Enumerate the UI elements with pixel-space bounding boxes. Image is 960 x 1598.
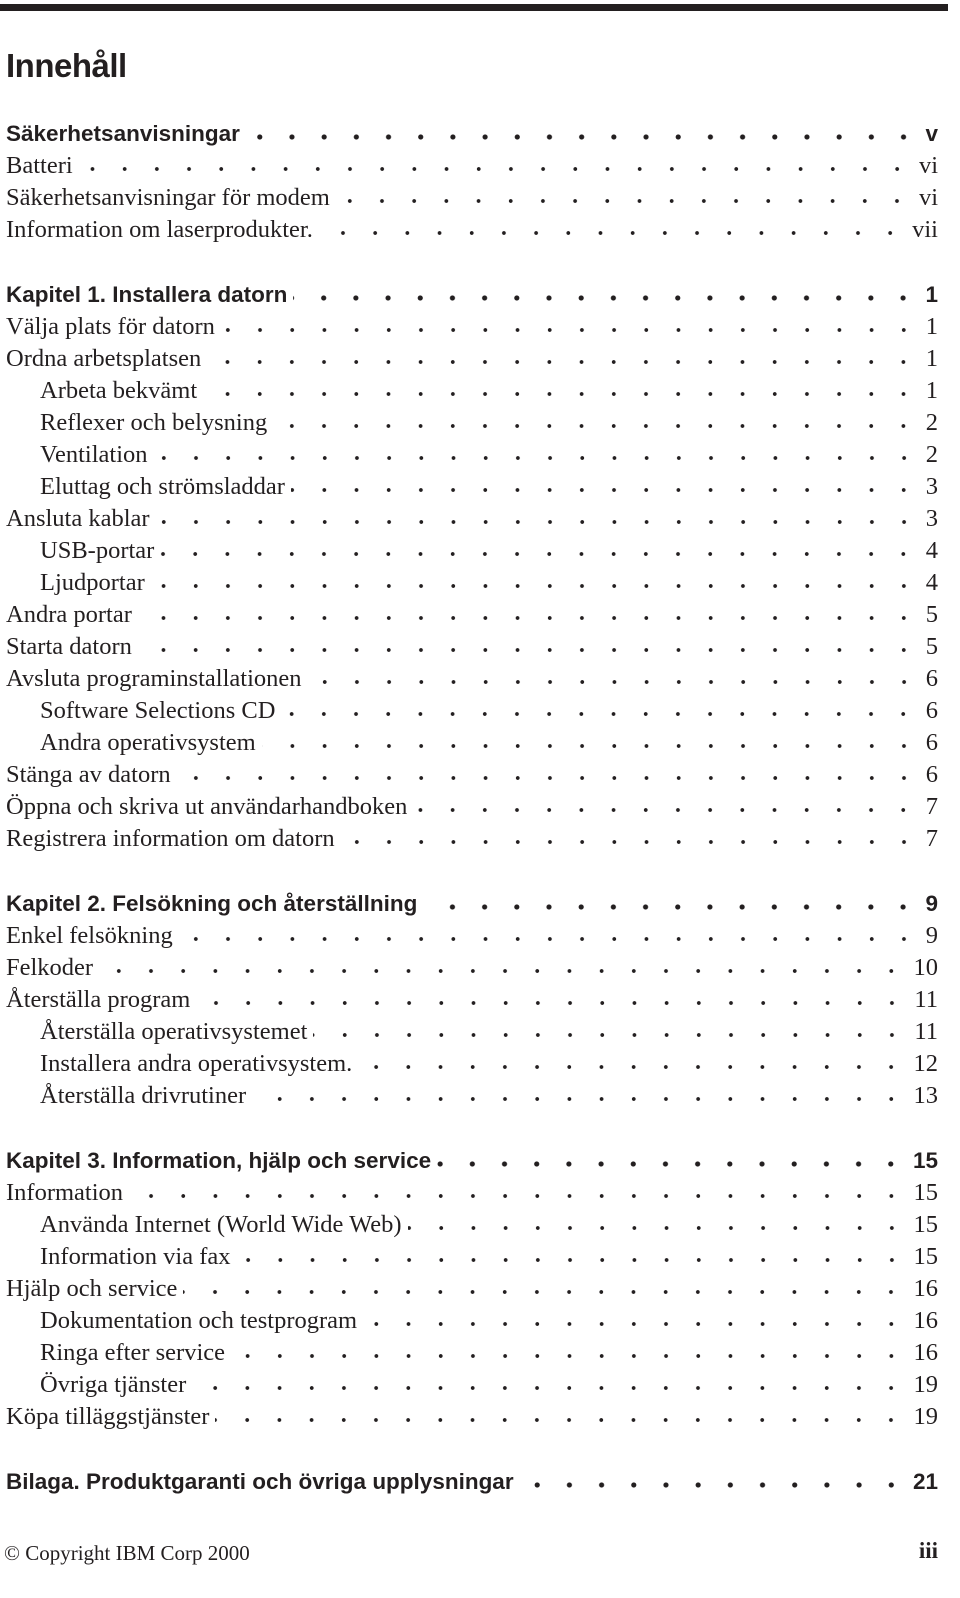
toc-entry-page: 6	[925, 729, 938, 756]
toc-chapter-heading[interactable]	[6, 1466, 938, 1498]
toc-entry-title: Använda Internet (World Wide Web)	[40, 1211, 402, 1238]
toc-section	[6, 1145, 938, 1433]
toc-entry-title: Säkerhetsanvisningar för modem	[6, 184, 330, 211]
toc-entry-page: 3	[925, 473, 938, 500]
toc-entry[interactable]	[6, 663, 938, 695]
toc-entry[interactable]	[6, 695, 938, 727]
dot-leader	[308, 677, 920, 687]
dot-leader	[291, 485, 920, 495]
toc-entry-title: Ljudportar	[40, 569, 145, 596]
dot-leader	[179, 934, 920, 944]
dot-leader	[203, 389, 920, 399]
toc-entry-page: vi	[918, 152, 938, 179]
toc-entry-page: 5	[925, 601, 938, 628]
dot-leader	[138, 645, 920, 655]
toc-entry[interactable]	[6, 1369, 938, 1401]
toc-entry[interactable]	[6, 791, 938, 823]
toc-entry-title: Öppna och skriva ut användarhandboken	[6, 793, 408, 820]
dot-leader	[154, 453, 920, 463]
toc-entry-title: Kapitel 1. Installera datorn	[6, 282, 288, 307]
toc-entry-title: Ordna arbetsplatsen	[6, 345, 202, 372]
dot-leader	[207, 357, 920, 367]
toc-entry[interactable]	[6, 1241, 938, 1273]
toc-entry-title: Eluttag och strömsladdar	[40, 473, 285, 500]
copyright-notice: © Copyright IBM Corp 2000	[4, 1541, 250, 1565]
toc-entry-page: 6	[925, 761, 938, 788]
toc-entry-title: Enkel felsökning	[6, 922, 173, 949]
toc-entry[interactable]	[6, 150, 938, 182]
toc-entry-title: Andra operativsystem	[40, 729, 256, 756]
toc-entry-page: 1	[925, 345, 938, 372]
toc-entry-page: 19	[913, 1371, 938, 1398]
toc-entry[interactable]	[6, 1305, 938, 1337]
toc-entry[interactable]	[6, 1273, 938, 1305]
toc-chapter-heading[interactable]	[6, 1145, 938, 1177]
toc-entry-page: 15	[913, 1243, 938, 1270]
page-number: iii	[918, 1538, 938, 1563]
toc-entry[interactable]	[6, 823, 938, 855]
dot-leader	[358, 1062, 907, 1072]
toc-entry-title: Information	[6, 1179, 124, 1206]
toc-entry-page: 13	[913, 1082, 938, 1109]
toc-chapter-heading[interactable]	[6, 888, 938, 920]
toc-entry-page: 7	[925, 825, 938, 852]
toc-entry[interactable]	[6, 952, 938, 984]
toc-chapter-heading[interactable]	[6, 118, 938, 150]
toc-entry-title: Dokumentation och testprogram	[40, 1307, 358, 1334]
toc-entry-title: Information om laserprodukter.	[6, 216, 313, 243]
toc-entry-title: Arbeta bekvämt	[40, 377, 198, 404]
toc-entry[interactable]	[6, 1337, 938, 1369]
toc-entry[interactable]	[6, 759, 938, 791]
toc-entry-title: Registrera information om datorn	[6, 825, 335, 852]
toc-entry-page: vii	[912, 216, 938, 243]
dot-leader	[138, 613, 920, 623]
dot-leader	[129, 1191, 907, 1201]
dot-leader	[293, 293, 919, 303]
toc-entry-page: 1	[925, 313, 938, 340]
dot-leader	[252, 1094, 907, 1104]
toc-entry-page: 4	[925, 569, 938, 596]
dot-leader	[196, 998, 908, 1008]
toc-entry-title: Software Selections CD	[40, 697, 276, 724]
toc-entry-page: 21	[912, 1469, 938, 1494]
dot-leader	[156, 517, 920, 527]
toc-entry[interactable]	[6, 1177, 938, 1209]
toc-entry-page: 3	[925, 505, 938, 532]
toc-entry[interactable]	[6, 984, 938, 1016]
toc-entry-title: Reflexer och belysning	[40, 409, 268, 436]
toc-entry-title: Återställa program	[6, 986, 191, 1013]
toc-entry[interactable]	[6, 375, 938, 407]
toc-entry-page: 6	[925, 697, 938, 724]
dot-leader	[246, 132, 920, 142]
dot-leader	[408, 1223, 908, 1233]
toc-entry-title: Säkerhetsanvisningar	[6, 121, 240, 146]
dot-leader	[313, 1030, 908, 1040]
toc-entry[interactable]	[6, 631, 938, 663]
dot-leader	[336, 196, 913, 206]
toc-section	[6, 1466, 938, 1498]
toc-entry[interactable]	[6, 1401, 938, 1433]
toc-entry-page: 4	[925, 537, 938, 564]
toc-entry-title: Installera andra operativsystem.	[40, 1050, 353, 1077]
toc-entry-page: 10	[913, 954, 938, 981]
toc-entry-page: v	[925, 121, 938, 146]
dot-leader	[79, 164, 913, 174]
toc-entry[interactable]	[6, 503, 938, 535]
dot-leader	[319, 228, 906, 238]
dot-leader	[262, 741, 920, 751]
dot-leader	[520, 1480, 907, 1490]
dot-leader	[151, 581, 920, 591]
toc-entry[interactable]	[6, 727, 938, 759]
toc-entry-title: Batteri	[6, 152, 73, 179]
toc-entry-page: 12	[913, 1050, 938, 1077]
toc-entry-title: Kapitel 3. Information, hjälp och service	[6, 1148, 432, 1173]
toc-entry[interactable]	[6, 567, 938, 599]
toc-entry-page: vi	[918, 184, 938, 211]
dot-leader	[237, 1255, 908, 1265]
toc-entry[interactable]	[6, 311, 938, 343]
toc-entry[interactable]	[6, 214, 938, 246]
toc-entry-page: 16	[913, 1275, 938, 1302]
toc-entry-page: 7	[925, 793, 938, 820]
toc-entry[interactable]	[6, 1209, 938, 1241]
dot-leader	[281, 709, 919, 719]
toc-entry-title: Ventilation	[40, 441, 148, 468]
toc-entry-page: 15	[913, 1211, 938, 1238]
toc-entry-title: Information via fax	[40, 1243, 231, 1270]
page-title: Innehåll	[6, 47, 127, 84]
toc-entry[interactable]	[6, 599, 938, 631]
toc-entry-page: 15	[912, 1148, 938, 1173]
toc-entry-title: Återställa operativsystemet	[40, 1018, 308, 1045]
toc-entry-page: 2	[925, 409, 938, 436]
toc-entry-title: Hjälp och service	[6, 1275, 178, 1302]
dot-leader	[183, 1287, 907, 1297]
toc-entry-page: 9	[925, 922, 938, 949]
toc-entry-page: 15	[913, 1179, 938, 1206]
toc-entry-page: 19	[913, 1403, 938, 1430]
toc-entry-page: 2	[925, 441, 938, 468]
dot-leader	[273, 421, 920, 431]
toc-entry-title: Ansluta kablar	[6, 505, 150, 532]
toc-section	[6, 279, 938, 855]
toc-entry-title: Köpa tilläggstjänster	[6, 1403, 210, 1430]
dot-leader	[413, 805, 919, 815]
dot-leader	[341, 837, 920, 847]
toc-entry[interactable]	[6, 182, 938, 214]
toc-entry-page: 9	[925, 891, 938, 916]
toc-entry[interactable]	[6, 439, 938, 471]
toc-entry[interactable]	[6, 1016, 938, 1048]
dot-leader	[437, 1159, 907, 1169]
toc-entry-title: Välja plats för datorn	[6, 313, 215, 340]
table-of-contents	[6, 118, 938, 1531]
toc-entry-page: 11	[914, 1018, 938, 1045]
toc-entry-title: USB-portar	[40, 537, 155, 564]
toc-entry-page: 1	[925, 377, 938, 404]
toc-entry[interactable]	[6, 920, 938, 952]
toc-entry-title: Starta datorn	[6, 633, 132, 660]
toc-section	[6, 118, 938, 246]
toc-entry-title: Kapitel 2. Felsökning och återställning	[6, 891, 418, 916]
toc-entry-title: Bilaga. Produktgaranti och övriga upplysningar	[6, 1469, 514, 1494]
toc-entry-title: Återställa drivrutiner	[40, 1082, 247, 1109]
toc-entry-title: Andra portar	[6, 601, 132, 628]
toc-chapter-heading[interactable]	[6, 279, 938, 311]
toc-entry-page: 6	[925, 665, 938, 692]
toc-entry-page: 1	[925, 282, 938, 307]
dot-leader	[177, 773, 920, 783]
toc-entry-title: Stänga av datorn	[6, 761, 171, 788]
toc-entry-page: 16	[913, 1307, 938, 1334]
toc-entry-page: 16	[913, 1339, 938, 1366]
toc-entry[interactable]	[6, 471, 938, 503]
toc-entry-title: Avsluta programinstallationen	[6, 665, 302, 692]
toc-entry[interactable]	[6, 1080, 938, 1112]
toc-entry-title: Felkoder	[6, 954, 94, 981]
dot-leader	[221, 325, 920, 335]
toc-entry-title: Ringa efter service	[40, 1339, 226, 1366]
dot-leader	[231, 1351, 907, 1361]
dot-leader	[423, 902, 919, 912]
toc-entry[interactable]	[6, 407, 938, 439]
dot-leader	[215, 1415, 907, 1425]
toc-entry[interactable]	[6, 1048, 938, 1080]
toc-entry-page: 11	[914, 986, 938, 1013]
toc-entry[interactable]	[6, 343, 938, 375]
toc-entry[interactable]	[6, 535, 938, 567]
dot-leader	[160, 549, 919, 559]
toc-entry-title: Övriga tjänster	[40, 1371, 187, 1398]
top-rule	[0, 4, 948, 11]
dot-leader	[99, 966, 907, 976]
toc-section	[6, 888, 938, 1112]
dot-leader	[363, 1319, 907, 1329]
dot-leader	[192, 1383, 907, 1393]
toc-entry-page: 5	[925, 633, 938, 660]
